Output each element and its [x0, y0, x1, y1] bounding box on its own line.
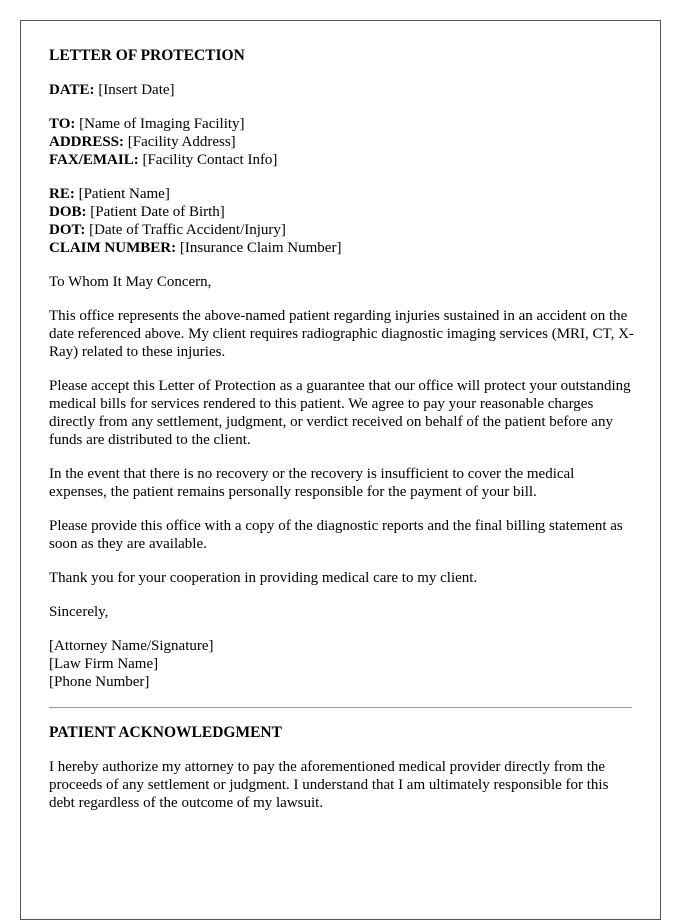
signature-block: [49, 637, 635, 691]
to-value: [Name of Imaging Facility]: [79, 116, 245, 132]
date-line: [49, 81, 635, 99]
claim-number-label: CLAIM NUMBER:: [49, 240, 177, 256]
address-value: [Facility Address]: [127, 134, 236, 150]
reference-block: [49, 185, 635, 257]
fax-email-value: [Facility Contact Info]: [142, 152, 278, 168]
to-line: [49, 115, 635, 133]
claim-number-value: [Insurance Claim Number]: [179, 240, 342, 256]
dob-value: [Patient Date of Birth]: [90, 204, 225, 220]
dob-line: [49, 203, 635, 221]
page-viewport: [21, 21, 662, 814]
dot-label: DOT:: [49, 222, 86, 238]
fax-email-line: [49, 151, 635, 169]
closing: Sincerely,: [49, 604, 109, 620]
address-line: [49, 133, 635, 151]
date-label: DATE:: [49, 82, 95, 98]
dob-label: DOB:: [49, 204, 87, 220]
recipient-block: [49, 115, 635, 169]
phone-number: [Phone Number]: [49, 674, 150, 690]
re-line: [49, 185, 635, 203]
body-paragraph: In the event that there is no recovery or the recovery is insufficient to cover the medical expenses, the patient remains personally responsible for the payment of your bill.: [49, 466, 575, 500]
body-paragraph: Please provide this office with a copy of the diagnostic reports and the final billing statement as soon as they are available.: [49, 518, 623, 552]
body-paragraph: This office represents the above-named patient regarding injuries sustained in an accident on the date referenced above. My client requires radiographic diagnostic imaging services (MRI, CT, X-Ray) related to these injuries.: [49, 308, 634, 360]
section-divider: [49, 707, 632, 708]
dot-line: [49, 221, 635, 239]
law-firm-name: [Law Firm Name]: [49, 656, 159, 672]
dot-value: [Date of Traffic Accident/Injury]: [89, 222, 286, 238]
acknowledgment-text: I hereby authorize my attorney to pay the aforementioned medical provider directly from the proceeds of any settlement or judgment. I understand that I am ultimately responsible for this debt regardless of the outcome of my lawsuit.: [49, 759, 609, 811]
to-label: TO:: [49, 116, 76, 132]
attorney-name: [Attorney Name/Signature]: [49, 638, 214, 654]
salutation: To Whom It May Concern,: [49, 274, 212, 290]
re-value: [Patient Name]: [78, 186, 170, 202]
letter-title: LETTER OF PROTECTION: [49, 47, 245, 64]
body-paragraph: Thank you for your cooperation in providing medical care to my client.: [49, 570, 478, 586]
date-value: [Insert Date]: [98, 82, 175, 98]
letter-page: [20, 20, 661, 920]
claim-number-line: [49, 239, 635, 257]
address-label: ADDRESS:: [49, 134, 125, 150]
re-label: RE:: [49, 186, 75, 202]
acknowledgment-title: PATIENT ACKNOWLEDGMENT: [49, 724, 282, 741]
date-block: [49, 81, 635, 99]
letter-content: [49, 47, 635, 814]
body-paragraph: Please accept this Letter of Protection as a guarantee that our office will protect your outstanding medical bills for services rendered to this patient. We agree to pay your reasonable charges directly from any settlement, judgment, or verdict received on behalf of the patient before any funds are distributed to the client.: [49, 378, 631, 448]
fax-email-label: FAX/EMAIL:: [49, 152, 139, 168]
